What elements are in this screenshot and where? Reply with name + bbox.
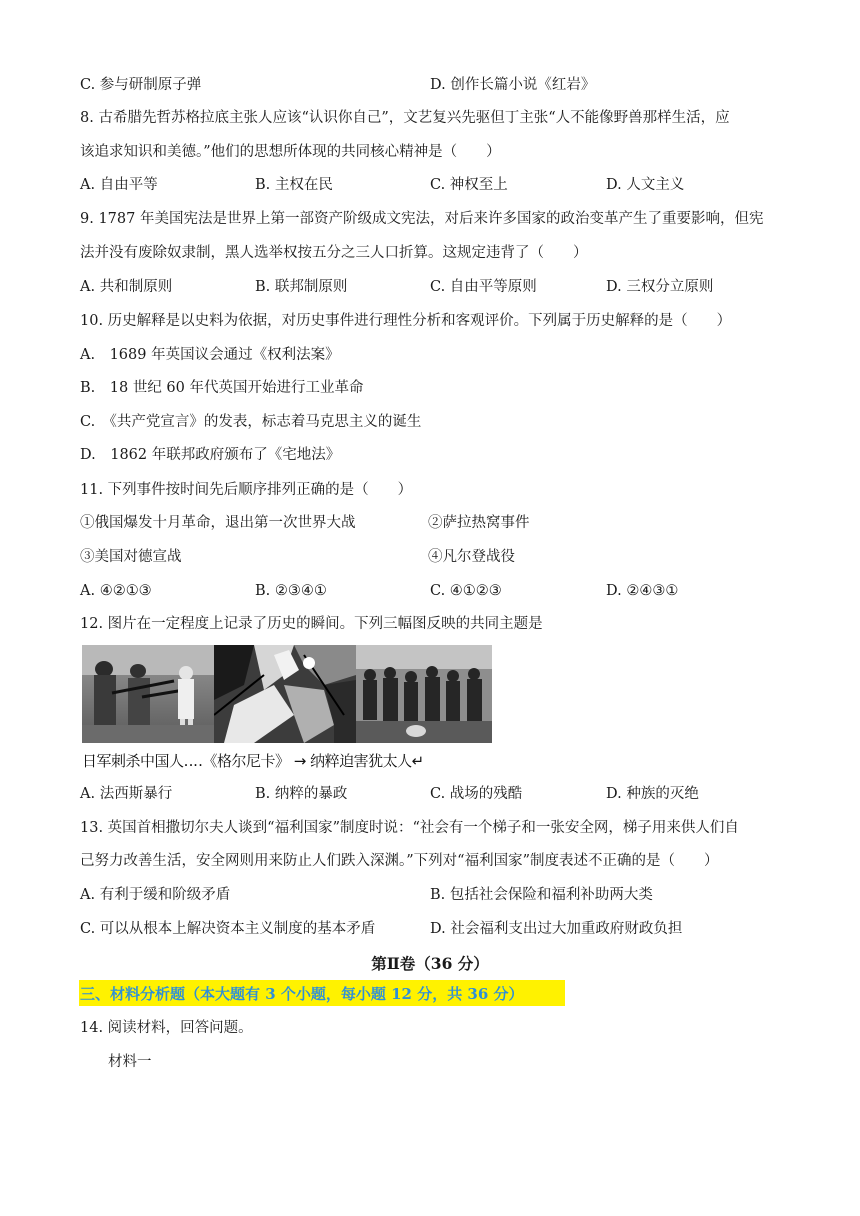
q10-stem: 10. 历史解释是以史料为依据，对历史事件进行理性分析和客观评价。下列属于历史解释的是（ ） — [80, 313, 732, 329]
q12-photo-caption: 日军刺杀中国人‥‥《格尔尼卡》 → 纳粹迫害犹太人↵ — [82, 752, 424, 770]
q8-stem-line2: 该追求知识和美德。”他们的思想所体现的共同核心精神是（ ） — [80, 144, 501, 160]
q11-event-4: ④凡尔登战役 — [428, 549, 515, 565]
q13-stem-line2: 己努力改善生活，安全网则用来防止人们跌入深渊。”下列对“福利国家”制度表述不正确的是（ ） — [80, 853, 719, 869]
q12-option-b: B. 纳粹的暴政 — [255, 786, 348, 802]
q13-stem-line1: 13. 英国首相撒切尔夫人谈到“福利国家”制度时说：“社会有一个梯子和一张安全网，梯子用来供人们自 — [80, 820, 739, 836]
q13-option-a: A. 有利于缓和阶级矛盾 — [80, 887, 231, 903]
section-title: 第Ⅱ卷（36 分） — [371, 954, 489, 973]
q11-event-1: ①俄国爆发十月革命，退出第一次世界大战 — [80, 515, 356, 531]
q8-option-c: C. 神权至上 — [430, 177, 508, 193]
q12-photo-strip — [82, 645, 492, 743]
photo-japanese-soldiers — [82, 645, 214, 743]
q11-stem: 11. 下列事件按时间先后顺序排列正确的是（ ） — [80, 482, 413, 498]
q10-option-c: C. 《共产党宣言》的发表，标志着马克思主义的诞生 — [80, 414, 422, 430]
photo-nazi-persecution — [356, 645, 492, 743]
photo-guernica — [214, 645, 356, 743]
q11-option-d: D. ②④③① — [606, 583, 679, 599]
q12-stem: 12. 图片在一定程度上记录了历史的瞬间。下列三幅图反映的共同主题是 — [80, 616, 543, 632]
q9-stem-line2: 法并没有废除奴隶制，黑人选举权按五分之三人口折算。这规定违背了（ ） — [80, 245, 588, 261]
q10-option-b: B. 18 世纪 60 年代英国开始进行工业革命 — [80, 380, 364, 396]
q8-stem-line1: 8. 古希腊先哲苏格拉底主张人应该“认识你自己”，文艺复兴先驱但丁主张“人不能像野兽那样生活，应 — [80, 110, 730, 126]
q11-option-b: B. ②③④① — [255, 583, 327, 599]
q12-option-c: C. 战场的残酷 — [430, 786, 523, 802]
q10-option-a: A. 1689 年英国议会通过《权利法案》 — [80, 347, 340, 363]
q8-option-b: B. 主权在民 — [255, 177, 333, 193]
q11-event-2: ②萨拉热窝事件 — [428, 515, 530, 531]
q9-option-c: C. 自由平等原则 — [430, 279, 537, 295]
q11-option-a: A. ④②①③ — [80, 583, 152, 599]
q11-event-3: ③美国对德宣战 — [80, 549, 182, 565]
q10-option-d: D. 1862 年联邦政府颁布了《宅地法》 — [80, 447, 341, 463]
q13-option-b: B. 包括社会保险和福利补助两大类 — [430, 887, 653, 903]
q8-option-d: D. 人文主义 — [606, 177, 685, 193]
q13-option-c: C. 可以从根本上解决资本主义制度的基本矛盾 — [80, 921, 376, 937]
q7-option-d: D. 创作长篇小说《红岩》 — [430, 77, 596, 93]
q9-option-a: A. 共和制原则 — [80, 279, 173, 295]
q9-stem-line1: 9. 1787 年美国宪法是世界上第一部资产阶级成文宪法，对后来许多国家的政治变革产生了重要影响，但宪 — [80, 211, 764, 227]
q8-option-a: A. 自由平等 — [80, 177, 158, 193]
q14-stem: 14. 阅读材料，回答问题。 — [80, 1020, 253, 1036]
q12-option-a: A. 法西斯暴行 — [80, 786, 173, 802]
q12-option-d: D. 种族的灭绝 — [606, 786, 699, 802]
q9-option-d: D. 三权分立原则 — [606, 279, 714, 295]
q13-option-d: D. 社会福利支出过大加重政府财政负担 — [430, 921, 683, 937]
q9-option-b: B. 联邦制原则 — [255, 279, 348, 295]
q14-material-label: 材料一 — [108, 1054, 152, 1070]
q7-option-c: C. 参与研制原子弹 — [80, 77, 202, 93]
section-heading: 三、材料分析题（本大题有 3 个小题，每小题 12 分，共 36 分） — [80, 985, 524, 1003]
q11-option-c: C. ④①②③ — [430, 583, 502, 599]
